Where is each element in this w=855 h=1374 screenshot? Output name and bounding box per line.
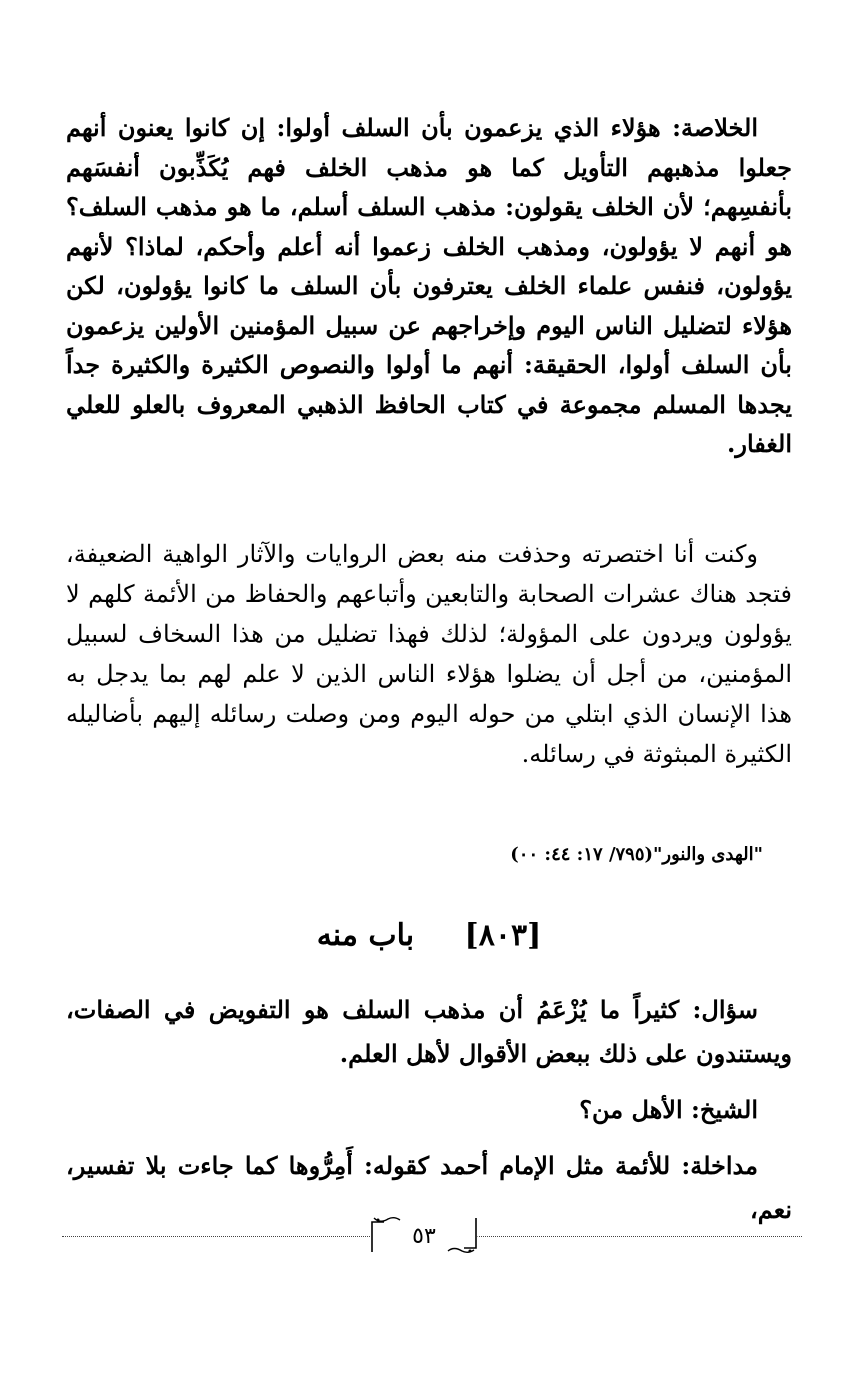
page-number-frame [370,1216,478,1254]
second-paragraph [66,534,792,774]
second-text: وكنت أنا اختصرته وحذفت منه بعض الروايات والآثار الواهية الضعيفة، فتجد هناك عشرات الصحابة والتابعين وأتباعهم والحفاظ من الأئمة كلهم لا يؤولون ويردون على المؤولة؛ لذلك فهذا تضليل من هذا السخاف لسبيل المؤمنين، من أجل أن يضلوا هؤلاء الناس الذين لا علم لهم بما يدجل به هذا الإنسان الذي ابتلي من حوله اليوم ومن وصلت رسائله إليهم بأضاليله الكثيرة المبثوثة في رسائله. [66,540,793,768]
summary-text: الخلاصة: هؤلاء الذي يزعمون بأن السلف أولوا: إن كانوا يعنون أنهم جعلوا مذهبهم التأويل كما هو مذهب الخلف فهم يُكَذِّبون أنفسَهم بأنفسِهم؛ لأن الخلف يقولون: مذهب السلف أسلم، ما هو مذهب السلف؟ هو أنهم لا يؤولون، ومذهب الخلف زعموا أنه أعلم وأحكم، لماذا؟ لأنهم يؤولون، فنفس علماء الخلف يعترفون بأن السلف ما كانوا يؤولون، لكن هؤلاء لتضليل الناس اليوم وإخراجهم عن سبيل المؤمنين الأولين يزعمون بأن السلف أولوا، الحقيقة: أنهم ما أولوا والنصوص الكثيرة والكثيرة جداً يجدها المسلم مجموعة في كتاب الحافظ الذهبي المعروف بالعلو للعلي الغفار. [66,113,792,458]
section-title: باب منه [316,918,415,953]
qa-block [66,988,792,1232]
section-number: [٨٠٣] [464,918,542,953]
question-text: سؤال: كثيراً ما يُزْعَمُ أن مذهب السلف هو التفويض في الصفات، ويستندون على ذلك ببعض الأقوال لأهل العلم. [66,995,792,1068]
source-citation: "الهدى والنور"(٧٩٥/ ١٧: ٤٤: ٠٠) [510,844,763,865]
summary-paragraph [66,108,792,464]
page-number: ٥٣ [412,1224,436,1249]
section-heading [66,918,792,953]
intervention-text: مداخلة: للأئمة مثل الإمام أحمد كقوله: أَمِرُّوها كما جاءت بلا تفسير، نعم، [66,1151,792,1224]
sheikh-text: الشيخ: الأهل من؟ [579,1095,758,1124]
